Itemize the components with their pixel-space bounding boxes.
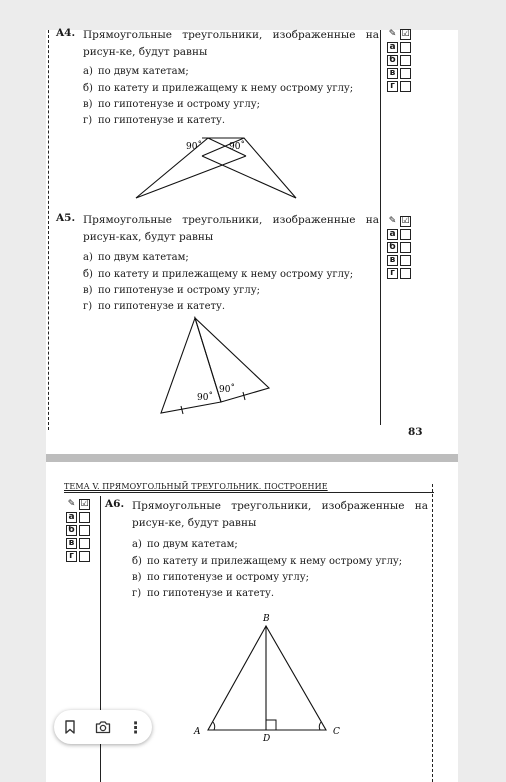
- bookmark-icon: [64, 720, 76, 734]
- a5-answer-a-checkbox[interactable]: [400, 229, 411, 240]
- a4-answer-d-checkbox[interactable]: [400, 81, 411, 92]
- checkbox-icon: ☑: [401, 29, 410, 39]
- point-b-label: B: [263, 614, 270, 624]
- question-a4-number: A4.: [56, 27, 76, 39]
- a4-figure: [126, 128, 316, 203]
- running-head-rule: [64, 492, 434, 493]
- a6-answer-a-checkbox[interactable]: [79, 512, 90, 523]
- a4-angle-label-right: 90˚: [229, 142, 245, 152]
- question-a5-number: A5.: [56, 212, 76, 224]
- screenshot-button[interactable]: [90, 714, 116, 740]
- a5-answer-box: ✎ ☑ а б в г: [388, 216, 410, 278]
- a5-answer-c-checkbox[interactable]: [400, 255, 411, 266]
- a4-answer-a-checkbox[interactable]: [400, 42, 411, 53]
- a4-option-c[interactable]: в) по гипотенузе и острому углу;: [83, 99, 260, 110]
- bookmark-button[interactable]: [57, 714, 83, 740]
- a4-answer-box: ✎ ☑ а б в г: [388, 29, 410, 91]
- page-number: 83: [408, 426, 423, 438]
- a5-answer-d-checkbox[interactable]: [400, 268, 411, 279]
- point-d-label: D: [263, 734, 271, 744]
- a6-option-d[interactable]: г) по гипотенузе и катету.: [132, 588, 275, 599]
- page-83: [46, 27, 458, 455]
- a4-option-a[interactable]: а) по двум катетам;: [83, 66, 189, 77]
- question-a6-text: Прямоугольные треугольники, изображенные на рисун-ке, будут равны: [132, 500, 428, 529]
- a5-option-c[interactable]: в) по гипотенузе и острому углу;: [83, 285, 260, 296]
- running-head: ТЕМА V. ПРЯМОУГОЛЬНЫЙ ТРЕУГОЛЬНИК. ПОСТРОЕНИЕ: [64, 482, 328, 491]
- a4-answer-c-checkbox[interactable]: [400, 68, 411, 79]
- pencil-icon: ✎: [67, 499, 76, 509]
- a5-option-a[interactable]: а) по двум катетам;: [83, 252, 189, 263]
- a5-answer-b-checkbox[interactable]: [400, 242, 411, 253]
- a6-option-b[interactable]: б) по катету и прилежащему к нему острому углу;: [132, 556, 403, 567]
- a5-option-b[interactable]: б) по катету и прилежащему к нему острому углу;: [83, 269, 354, 280]
- a6-answer-d-checkbox[interactable]: [79, 551, 90, 562]
- a6-figure: [186, 610, 356, 750]
- left-dashed-margin: [48, 30, 49, 430]
- a6-option-c[interactable]: в) по гипотенузе и острому углу;: [132, 572, 309, 583]
- a4-option-d[interactable]: г) по гипотенузе и катету.: [83, 115, 226, 126]
- a4-angle-label-left: 90˚: [186, 142, 202, 152]
- right-dashed-margin: [432, 484, 433, 782]
- answer-column-line: [380, 30, 381, 425]
- a6-answer-c-checkbox[interactable]: [79, 538, 90, 549]
- point-a-label: A: [194, 727, 201, 737]
- pencil-icon: ✎: [388, 29, 397, 39]
- a5-option-d[interactable]: г) по гипотенузе и катету.: [83, 301, 226, 312]
- more-vertical-icon: ⋮: [127, 717, 144, 737]
- question-a4-text: Прямоугольные треугольники, изображенные на рисун-ке, будут равны: [83, 29, 379, 58]
- pencil-icon: ✎: [388, 216, 397, 226]
- a6-option-a[interactable]: а) по двум катетам;: [132, 539, 238, 550]
- floating-toolbar: [54, 710, 152, 744]
- checkbox-icon: ☑: [80, 499, 89, 509]
- camera-icon: [95, 720, 111, 734]
- checkbox-icon: ☑: [401, 216, 410, 226]
- a4-answer-b-checkbox[interactable]: [400, 55, 411, 66]
- a4-option-b[interactable]: б) по катету и прилежащему к нему острому углу;: [83, 83, 354, 94]
- question-a6-number: A6.: [105, 498, 125, 510]
- point-c-label: C: [333, 727, 340, 737]
- more-options-button[interactable]: [123, 714, 149, 740]
- a5-angle-label-right: 90˚: [219, 385, 235, 395]
- a5-figure: [151, 314, 281, 416]
- a6-answer-box: ✎ ☑ а б в г: [67, 499, 89, 561]
- a6-answer-b-checkbox[interactable]: [79, 525, 90, 536]
- page-divider: [46, 454, 458, 462]
- a5-angle-label-left: 90˚: [197, 393, 213, 403]
- question-a5-text: Прямоугольные треугольники, изображенные на рисун-ках, будут равны: [83, 214, 379, 243]
- a6-triangle-abc: [208, 626, 326, 730]
